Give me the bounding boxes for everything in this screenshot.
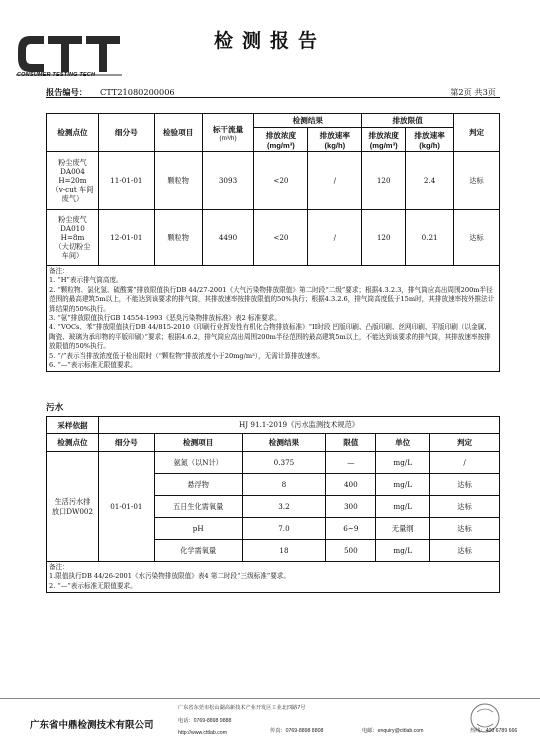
cell-item: 氨氮（以N计） — [154, 452, 242, 474]
header-flow-label: 标干流量 — [212, 124, 244, 134]
report-title: 检测报告 — [213, 30, 326, 52]
header-judge: 判定 — [430, 434, 500, 452]
notes-row — [47, 266, 500, 372]
header-point: 检测点位 — [47, 434, 99, 452]
logo-text: CONSUMER TESTING TECH — [17, 72, 96, 78]
point-line: DA010 — [60, 224, 85, 233]
notes-row — [47, 562, 500, 593]
header-result: 检测结果 — [242, 434, 326, 452]
point-line: （大切粉尘 — [54, 242, 91, 251]
conc-unit: (mg/m³) — [369, 140, 398, 150]
cell-conc: <20 — [254, 210, 308, 266]
footer-company: 广东省中鼎检测技术有限公司 — [30, 720, 154, 731]
cell-limit: 6~9 — [326, 518, 376, 540]
cell-unit: mg/L — [376, 496, 430, 518]
conc-label: 排放浓度 — [368, 130, 399, 140]
cell-result: 18 — [242, 540, 326, 562]
note-line: 备注： — [49, 267, 69, 275]
header-limit: 限值 — [326, 434, 376, 452]
report-no-label: 报告编号： — [46, 88, 87, 97]
rate-label: 排放速率 — [319, 130, 350, 140]
cell-rate: / — [308, 152, 362, 210]
header-sub-no: 细分号 — [98, 434, 154, 452]
cell-judge: 达标 — [430, 518, 500, 540]
cell-rate: / — [308, 210, 362, 266]
cell-item: 化学需氧量 — [154, 540, 242, 562]
wastewater-table — [46, 416, 500, 593]
footer-web: http://www.cttlab.com — [178, 730, 228, 736]
cell-flow: 3093 — [202, 152, 254, 210]
cell-judge: 达标 — [430, 474, 500, 496]
cell-item: 悬浮物 — [154, 474, 242, 496]
footer-tel: 电话：0769-8898 9888 — [178, 718, 232, 724]
exhaust-gas-table — [46, 113, 500, 372]
rate-unit: (kg/h) — [419, 140, 440, 150]
header-flow — [202, 114, 254, 152]
cell-result: 7.0 — [242, 518, 326, 540]
cell-result: 8 — [242, 474, 326, 496]
note-line: 2. “颗粒物、氯化氢、硫酸雾”排放限值执行DB 44/27-2001《大气污染物排放限值》第二时段“二级”要求；根据4.3.2.3，排气筒应高出周围200m半径范围的最高建筑5m以上，不能达到该要求的排气筒，其排放速率按排放限值的50%执行；根据4.3.2.6，排气筒高度低于15m时，其排放速率按外推法计算结果的50%执行。 — [49, 285, 495, 313]
note-line: 1.限值执行DB 44/26-2001《水污染物排放限值》表4 第二时段“三级标准”要求。 — [49, 572, 290, 581]
header-result-rate — [308, 128, 362, 152]
cell-item: pH — [154, 518, 242, 540]
cell-conc: <20 — [254, 152, 308, 210]
cell-limit-conc: 120 — [362, 210, 406, 266]
section-title-wastewater: 污水 — [46, 402, 64, 412]
note-line: 4. “VOCs、苯”排放限值执行DB 44/815-2010《印刷行业挥发性有机化合物排放标准》“II时段 凹版印刷、凸版印刷、丝网印刷、平版印刷（以金属、陶瓷、玻璃为承印物的平版印刷）”要求；根据4.6.2，排气筒应高出周围200m半径范围的最高建筑5m以上，不能达到该要求的排气筒，其排放速率按排放限值的50%执行。 — [49, 323, 491, 351]
note-line: 5. “/”表示当排放浓度低于检出限时（“颗粒物”排放浓度小于20mg/m³），无需计算排放速率。 — [49, 351, 324, 360]
rate-label: 排放速率 — [414, 130, 445, 140]
cell-limit-conc: 120 — [362, 152, 406, 210]
footer-address: 广东省东莞市松山湖高新技术产业开发区工业北四路7号 — [178, 705, 306, 711]
cell-judge: 达标 — [454, 152, 500, 210]
header-unit: 单位 — [376, 434, 430, 452]
footer-email: 电邮：enquiry@cttlab.com — [362, 728, 424, 734]
cell-unit: 无量纲 — [376, 518, 430, 540]
point-line: 粉尘废气 — [58, 215, 87, 224]
header-item: 检验项目 — [154, 114, 202, 152]
header-limit-rate — [406, 128, 454, 152]
cell-unit: mg/L — [376, 452, 430, 474]
cell-unit: mg/L — [376, 540, 430, 562]
note-line: 1. “H”表示排气筒高度。 — [49, 276, 123, 285]
basis-value: HJ 91.1-2019《污水监测技术规范》 — [98, 417, 499, 434]
cell-sub-no: 11-01-01 — [98, 152, 154, 210]
rate-unit: (kg/h) — [324, 140, 346, 150]
note-line: 备注： — [49, 563, 69, 571]
cell-result: 3.2 — [242, 496, 326, 518]
cell-judge: / — [430, 452, 500, 474]
header-judge: 判定 — [454, 114, 500, 152]
point-line: 车间） — [61, 251, 84, 260]
cell-limit: 300 — [326, 496, 376, 518]
point-line: DA004 — [60, 167, 85, 176]
header-limit-conc — [362, 128, 406, 152]
cell-sub-no: 12-01-01 — [98, 210, 154, 266]
header-limit: 排放限值 — [362, 114, 454, 128]
point-line: H=20m — [58, 176, 87, 185]
cell-limit: — — [326, 452, 376, 474]
cell-judge: 达标 — [430, 496, 500, 518]
cell-limit: 400 — [326, 474, 376, 496]
report-no: CTT21080200006 — [100, 87, 175, 97]
note-line: 3. “氨”排放限值执行GB 14554-1993《恶臭污染物排放标准》表2 标准要求。 — [49, 314, 281, 323]
footer-hotline: 热线：400 6789 666 — [470, 728, 518, 734]
table-row — [47, 152, 500, 210]
cell-item: 五日生化需氧量 — [154, 496, 242, 518]
cell-limit-rate: 2.4 — [406, 152, 454, 210]
header-item: 检测项目 — [154, 434, 242, 452]
point-line: 废气） — [61, 194, 84, 203]
point-line: H=8m — [60, 233, 85, 242]
conc-unit: (mg/m³) — [266, 140, 295, 150]
cell-point — [47, 152, 99, 210]
conc-label: 排放浓度 — [265, 130, 297, 140]
cell-flow: 4490 — [202, 210, 254, 266]
header-flow-unit: (m³/h) — [219, 134, 237, 142]
cell-result: 0.375 — [242, 452, 326, 474]
point-line: 放口DW002 — [51, 506, 94, 516]
table-row — [47, 210, 500, 266]
cell-point — [47, 210, 99, 266]
header-result-conc — [254, 128, 308, 152]
basis-label: 采样依据 — [47, 417, 99, 434]
cell-unit: mg/L — [376, 474, 430, 496]
header-result: 检测结果 — [254, 114, 362, 128]
note-line: 6. “—”表示标准无限值要求。 — [49, 361, 137, 370]
cell-judge: 达标 — [430, 540, 500, 562]
cell-item: 颗粒物 — [154, 210, 202, 266]
header-sub-no: 细分号 — [98, 114, 154, 152]
cell-sub-no: 01-01-01 — [98, 452, 154, 562]
note-line: 2. “—”表示标准无限值要求。 — [49, 581, 137, 590]
point-line: （v-cut 车间 — [51, 185, 94, 194]
cell-limit: 500 — [326, 540, 376, 562]
footer-rule — [0, 698, 540, 699]
notes — [47, 562, 500, 593]
page-info: 第2页 共3页 — [450, 87, 496, 97]
point-line: 生活污水排 — [54, 496, 91, 506]
cell-item: 颗粒物 — [154, 152, 202, 210]
header-point: 检测点位 — [47, 114, 99, 152]
point-line: 粉尘废气 — [58, 158, 87, 167]
cell-point — [47, 452, 99, 562]
footer-fax: 传真：0769-8898 8808 — [270, 728, 324, 734]
cell-judge: 达标 — [454, 210, 500, 266]
notes — [47, 266, 500, 372]
cell-limit-rate: 0.21 — [406, 210, 454, 266]
table-row — [47, 452, 500, 474]
header-rule — [46, 97, 500, 98]
